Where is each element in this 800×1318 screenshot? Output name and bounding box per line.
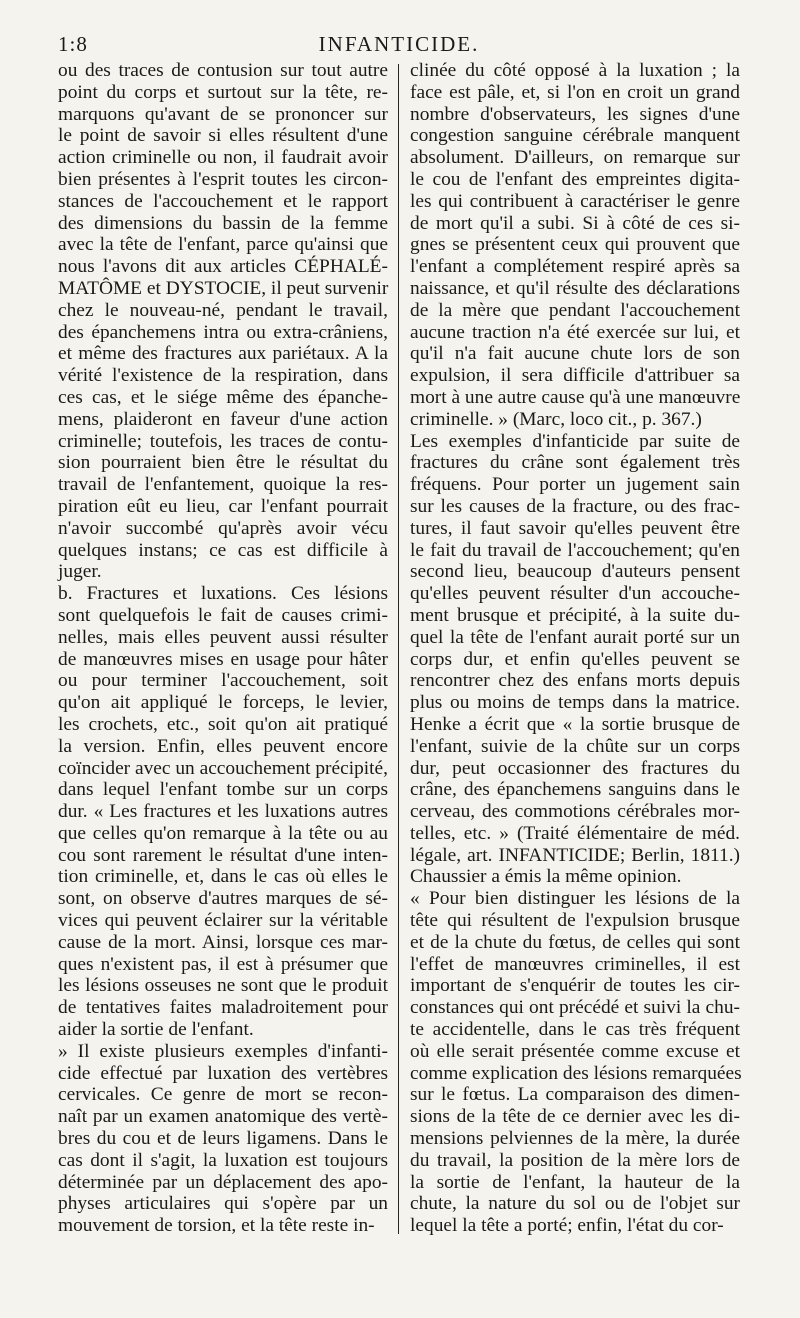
text-line: qu'il n'a fait aucune chute lors de son — [410, 343, 740, 365]
text-line: sur le fœtus. La comparaison des dimen- — [410, 1084, 740, 1106]
text-line: bien présentes à l'esprit toutes les circon- — [58, 168, 388, 190]
text-line: » Il existe plusieurs exemples d'infanti- — [58, 1040, 388, 1062]
text-line: nombre d'observateurs, les signes d'une — [410, 103, 740, 125]
right-column — [410, 60, 740, 1237]
text-line: chez le nouveau-né, pendant le travail, — [58, 299, 388, 321]
text-line: corps dur, et enfin qu'elles peuvent se — [410, 648, 740, 670]
text-line: les lésions osseuses ne sont que le produit — [58, 975, 388, 997]
text-line: légale, art. INFANTICIDE; Berlin, 1811.) — [410, 844, 740, 866]
text-line: mort à une autre cause qu'à une manœuvre — [410, 386, 741, 408]
text-line: déterminée par un déplacement des apo- — [58, 1171, 388, 1193]
text-line: cou sont rarement le résultat d'une inten- — [58, 844, 388, 866]
text-line: que celles qu'on remarque à la tête ou au — [58, 822, 388, 844]
text-line: et de la chute du fœtus, de celles qui sont — [410, 931, 740, 953]
text-line: naît par un examen anatomique des vertè- — [58, 1106, 388, 1128]
text-line: cas dont il s'agit, la luxation est toujours — [58, 1149, 388, 1171]
text-line: cerveau, des commotions cérébrales mor- — [410, 801, 740, 823]
left-column — [58, 60, 388, 1237]
text-line: le cou de l'enfant des empreintes digita- — [410, 168, 740, 190]
text-line: nous l'avons dit aux articles CÉPHALÉ- — [58, 256, 388, 278]
text-line: aucune traction n'a été exercée sur lui, et — [410, 321, 740, 343]
column-divider — [398, 64, 399, 1234]
text-line: criminelle. » (Marc, loco cit., p. 367.) — [410, 408, 702, 430]
text-line: le point de savoir si elles résultent d'une — [58, 125, 388, 147]
text-line: lequel la tête a porté; enfin, l'état du cor- — [410, 1215, 724, 1237]
text-line: l'enfant, suivie de la chûte sur un corps — [410, 735, 740, 757]
text-line: action criminelle ou non, il faudrait avoir — [58, 147, 388, 169]
text-line: tures, il faut savoir qu'elles peuvent être — [410, 517, 740, 539]
text-line: de tentatives faites maladroitement pour — [58, 997, 388, 1019]
running-head: INFANTICIDE. — [318, 32, 480, 56]
text-line: les qui contribuent à caractériser le genre — [410, 190, 740, 212]
text-line: sion pourraient bien être le résultat du — [58, 452, 388, 474]
text-line: dur, peut occasionner des fractures du — [410, 757, 740, 779]
text-line: nelles, mais elles peuvent aussi résulter — [58, 626, 388, 648]
text-line: les crochets, etc., soit qu'on ait pratiqué — [58, 713, 388, 735]
text-line: te accidentelle, dans le cas très fréquent — [410, 1019, 740, 1041]
text-line: fractures du crâne sont également très — [410, 452, 740, 474]
text-line: ces cas, et le siége même des épanche- — [58, 386, 388, 408]
text-line: sont quelquefois le fait de causes crimi- — [58, 604, 388, 626]
text-line: de manœuvres mises en usage pour hâter — [58, 648, 388, 670]
text-line: travail de l'enfantement, quoique la res- — [58, 474, 388, 496]
text-line: congestion sanguine cérébrale manquent — [410, 125, 740, 147]
text-line: important de s'enquérir de toutes les cir- — [410, 975, 740, 997]
text-line: physes articulaires qui s'opère par un — [58, 1193, 388, 1215]
text-line: face est pâle, et, si l'on en croit un grand — [410, 81, 740, 103]
text-line: bres du cou et de leurs ligamens. Dans le — [58, 1128, 388, 1150]
text-line: chute, la nature du sol ou de l'objet sur — [410, 1193, 740, 1215]
text-line: cervicales. Ce genre de mort se recon- — [58, 1084, 388, 1106]
text-line: dur. « Les fractures et les luxations autres — [58, 801, 388, 823]
text-line: stances de l'accouchement et le rapport — [58, 190, 388, 212]
text-line: vices qui peuvent éclairer sur la véritable — [58, 910, 388, 932]
text-line: des épanchemens intra ou extra-crâniens, — [58, 321, 388, 343]
text-line: piration eût eu lieu, car l'enfant pourrait — [58, 495, 388, 517]
text-line: où elle serait présentée comme excuse et — [410, 1040, 740, 1062]
text-line: clinée du côté opposé à la luxation ; la — [410, 60, 740, 81]
text-line: coïncider avec un accouchement précipité, — [58, 757, 389, 779]
text-line: fréquens. Pour porter un jugement sain — [410, 474, 740, 496]
text-line: sont, on observe d'autres marques de sé- — [58, 888, 388, 910]
text-line: le fait du travail de l'accouchement; qu'en — [410, 539, 740, 561]
text-line: ment brusque et précipité, à la suite du- — [410, 604, 740, 626]
text-line: qu'elles peuvent résulter d'un accouche- — [410, 583, 740, 605]
text-line: et même des fractures aux pariétaux. A la — [58, 343, 388, 365]
text-line: n'avoir succombé qu'après avoir vécu — [58, 517, 388, 539]
text-line: mensions pelviennes de la mère, la durée — [410, 1128, 740, 1150]
text-line: cause de la mort. Ainsi, lorsque ces mar- — [58, 931, 388, 953]
text-line: absolument. D'ailleurs, on remarque sur — [410, 147, 740, 169]
text-line: de mort qu'il a subi. Si à côté de ces si- — [410, 212, 740, 234]
text-line: crâne, des épanchemens sanguins dans le — [410, 779, 740, 801]
text-line: expulsion, il sera difficile d'attribuer sa — [410, 365, 740, 387]
text-line: ou pour terminer l'accouchement, soit — [58, 670, 388, 692]
text-line: comme explication des lésions remarquées — [410, 1062, 742, 1084]
page-header — [58, 32, 740, 60]
text-line: des dimensions du bassin de la femme — [58, 212, 388, 234]
text-line: constances qui ont précédé et suivi la chu- — [410, 997, 740, 1019]
page-number: 1:8 — [58, 32, 88, 56]
text-line: tête qui résultent de l'expulsion brusque — [410, 910, 740, 932]
text-line: tion criminelle, et, dans le cas où elles le — [58, 866, 388, 888]
text-line: sions de la tête de ce dernier avec les di- — [410, 1106, 740, 1128]
text-line: quelques instans; ce cas est difficile à — [58, 539, 388, 561]
text-line: plus ou moins de temps dans la matrice. — [410, 692, 740, 714]
text-line: marquons qu'avant de se prononcer sur — [58, 103, 388, 125]
text-line: de la mère que pendant l'accouchement — [410, 299, 740, 321]
text-line: ques n'existent pas, il est à présumer que — [58, 953, 388, 975]
text-line: dans lequel l'enfant tombe sur un corps — [58, 779, 388, 801]
text-line: Henke a écrit que « la sortie brusque de — [410, 713, 740, 735]
text-line: MATÔME et DYSTOCIE, il peut survenir — [58, 277, 389, 299]
text-line: aider la sortie de l'enfant. — [58, 1019, 254, 1041]
text-line: « Pour bien distinguer les lésions de la — [410, 888, 740, 910]
text-line: Les exemples d'infanticide par suite de — [410, 430, 740, 452]
text-line: la sortie de l'enfant, la hauteur de la — [410, 1171, 740, 1193]
text-line: Chaussier a émis la même opinion. — [410, 866, 682, 888]
text-line: juger. — [58, 561, 102, 583]
text-line: criminelle; toutefois, les traces de contu- — [58, 430, 388, 452]
text-line: quel la tête de l'enfant aurait porté sur un — [410, 626, 740, 648]
text-line: cide effectué par luxation des vertèbres — [58, 1062, 388, 1084]
text-line: sur les causes de la fracture, ou des frac- — [410, 495, 740, 517]
text-line: avec la tête de l'enfant, parce qu'ainsi que — [58, 234, 388, 256]
text-line: mens, plaideront en faveur d'une action — [58, 408, 388, 430]
text-line: vérité l'existence de la respiration, dans — [58, 365, 388, 387]
text-line: rencontrer chez des enfans morts depuis — [410, 670, 740, 692]
text-line: l'enfant a complétement respiré après sa — [410, 256, 740, 278]
text-line: b. Fractures et luxations. Ces lésions — [58, 583, 388, 605]
text-line: telles, etc. » (Traité élémentaire de méd. — [410, 822, 740, 844]
text-line: mouvement de torsion, et la tête reste in- — [58, 1215, 375, 1237]
text-line: second lieu, beaucoup d'auteurs pensent — [410, 561, 740, 583]
text-line: la version. Enfin, elles peuvent encore — [58, 735, 388, 757]
text-line: l'effet de manœuvres criminelles, il est — [410, 953, 740, 975]
text-line: point du corps et surtout sur la tête, re- — [58, 81, 388, 103]
text-line: ou des traces de contusion sur tout autre — [58, 60, 388, 81]
text-line: gnes se présentent ceux qui prouvent que — [410, 234, 740, 256]
text-line: naissance, et qu'il résulte des déclarations — [410, 277, 740, 299]
text-line: du travail, la position de la mère lors de — [410, 1149, 740, 1171]
text-line: qu'on ait appliqué le forceps, le levier, — [58, 692, 388, 714]
